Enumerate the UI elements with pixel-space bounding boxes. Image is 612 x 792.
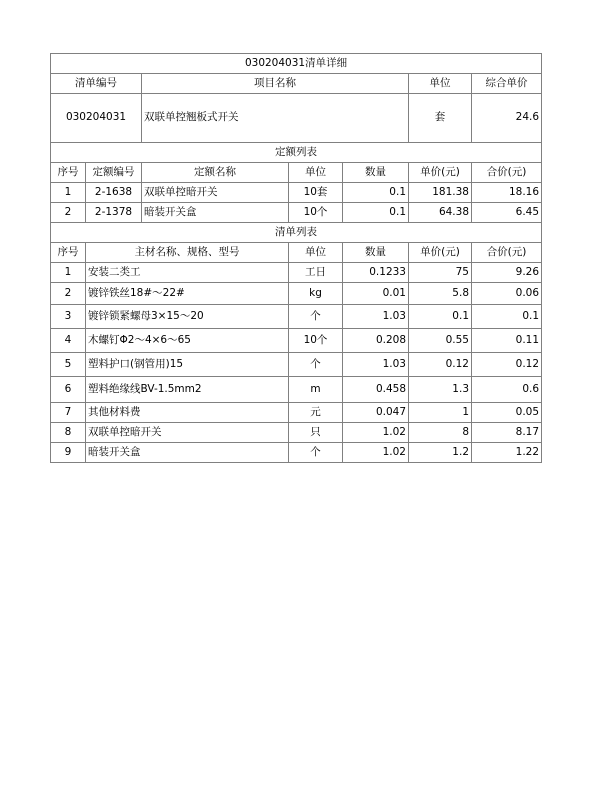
quota-unit-header: 单位 (289, 163, 343, 183)
summary-header-row (51, 74, 542, 94)
sheet-title: 030204031清单详细 (51, 54, 542, 74)
quota-total: 18.16 (472, 183, 542, 203)
material-total: 0.05 (472, 403, 542, 423)
material-total: 1.22 (472, 443, 542, 463)
bill-detail-sheet (50, 53, 541, 463)
quota-total: 6.45 (472, 203, 542, 223)
material-unit: 10个 (289, 329, 343, 353)
material-index: 3 (51, 305, 86, 329)
quota-price: 64.38 (409, 203, 472, 223)
item-code: 030204031 (51, 94, 142, 143)
material-qty: 0.1233 (343, 263, 409, 283)
material-price-header: 单价(元) (409, 243, 472, 263)
price-header: 综合单价 (472, 74, 542, 94)
bill-table (50, 53, 542, 463)
material-unit: 个 (289, 305, 343, 329)
material-unit-header: 单位 (289, 243, 343, 263)
material-qty: 1.03 (343, 305, 409, 329)
quota-unit: 10套 (289, 183, 343, 203)
material-unit: 个 (289, 353, 343, 377)
quota-section-title: 定额列表 (51, 143, 542, 163)
material-unit: 工日 (289, 263, 343, 283)
material-qty-header: 数量 (343, 243, 409, 263)
code-header: 清单编号 (51, 74, 142, 94)
table-row (51, 203, 542, 223)
material-name: 安装二类工 (86, 263, 289, 283)
material-qty: 1.03 (343, 353, 409, 377)
material-total: 0.6 (472, 377, 542, 403)
material-total: 0.1 (472, 305, 542, 329)
material-price: 75 (409, 263, 472, 283)
unit-header: 单位 (409, 74, 472, 94)
quota-title-row (51, 143, 542, 163)
quota-price: 181.38 (409, 183, 472, 203)
material-qty: 0.01 (343, 283, 409, 305)
material-index: 2 (51, 283, 86, 305)
material-index: 5 (51, 353, 86, 377)
table-row (51, 403, 542, 423)
material-total: 0.12 (472, 353, 542, 377)
quota-price-header: 单价(元) (409, 163, 472, 183)
material-name: 其他材料费 (86, 403, 289, 423)
material-section (51, 223, 542, 463)
quota-index-header: 序号 (51, 163, 86, 183)
title-row (51, 54, 542, 74)
item-unit: 套 (409, 94, 472, 143)
quota-section (51, 143, 542, 223)
material-unit: 元 (289, 403, 343, 423)
material-total: 8.17 (472, 423, 542, 443)
material-title-row (51, 223, 542, 243)
material-index: 9 (51, 443, 86, 463)
material-price: 8 (409, 423, 472, 443)
material-section-title: 清单列表 (51, 223, 542, 243)
quota-name: 双联单控暗开关 (142, 183, 289, 203)
material-qty: 0.458 (343, 377, 409, 403)
quota-index: 2 (51, 203, 86, 223)
material-price: 1.3 (409, 377, 472, 403)
bill-summary (51, 54, 542, 143)
material-index: 4 (51, 329, 86, 353)
material-unit: m (289, 377, 343, 403)
table-row (51, 283, 542, 305)
item-name: 双联单控翘板式开关 (142, 94, 409, 143)
material-price: 5.8 (409, 283, 472, 305)
material-index: 7 (51, 403, 86, 423)
name-header: 项目名称 (142, 74, 409, 94)
material-name: 塑料护口(钢管用)15 (86, 353, 289, 377)
quota-qty: 0.1 (343, 183, 409, 203)
material-price: 0.55 (409, 329, 472, 353)
table-row (51, 377, 542, 403)
table-row (51, 305, 542, 329)
material-unit: kg (289, 283, 343, 305)
table-row (51, 443, 542, 463)
table-row (51, 263, 542, 283)
material-name-header: 主材名称、规格、型号 (86, 243, 289, 263)
material-qty: 1.02 (343, 423, 409, 443)
material-qty: 1.02 (343, 443, 409, 463)
material-name: 镀锌锁紧螺母3×15～20 (86, 305, 289, 329)
quota-name-header: 定额名称 (142, 163, 289, 183)
table-row (51, 423, 542, 443)
item-price: 24.6 (472, 94, 542, 143)
material-unit: 个 (289, 443, 343, 463)
summary-row (51, 94, 542, 143)
quota-qty: 0.1 (343, 203, 409, 223)
table-row (51, 329, 542, 353)
material-total: 9.26 (472, 263, 542, 283)
material-index: 8 (51, 423, 86, 443)
quota-index: 1 (51, 183, 86, 203)
material-price: 1.2 (409, 443, 472, 463)
material-total-header: 合价(元) (472, 243, 542, 263)
material-qty: 0.208 (343, 329, 409, 353)
material-index-header: 序号 (51, 243, 86, 263)
table-row (51, 353, 542, 377)
material-name: 镀锌铁丝18#～22# (86, 283, 289, 305)
quota-unit: 10个 (289, 203, 343, 223)
material-name: 双联单控暗开关 (86, 423, 289, 443)
material-price: 0.12 (409, 353, 472, 377)
quota-name: 暗装开关盒 (142, 203, 289, 223)
material-qty: 0.047 (343, 403, 409, 423)
quota-code-header: 定额编号 (86, 163, 142, 183)
material-index: 6 (51, 377, 86, 403)
material-name: 塑料绝缘线BV-1.5mm2 (86, 377, 289, 403)
material-price: 1 (409, 403, 472, 423)
quota-code: 2-1378 (86, 203, 142, 223)
material-index: 1 (51, 263, 86, 283)
material-name: 木螺钉Φ2～4×6～65 (86, 329, 289, 353)
material-total: 0.11 (472, 329, 542, 353)
material-price: 0.1 (409, 305, 472, 329)
quota-header-row (51, 163, 542, 183)
quota-qty-header: 数量 (343, 163, 409, 183)
table-row (51, 183, 542, 203)
material-total: 0.06 (472, 283, 542, 305)
material-header-row (51, 243, 542, 263)
quota-code: 2-1638 (86, 183, 142, 203)
material-unit: 只 (289, 423, 343, 443)
quota-total-header: 合价(元) (472, 163, 542, 183)
material-name: 暗装开关盒 (86, 443, 289, 463)
